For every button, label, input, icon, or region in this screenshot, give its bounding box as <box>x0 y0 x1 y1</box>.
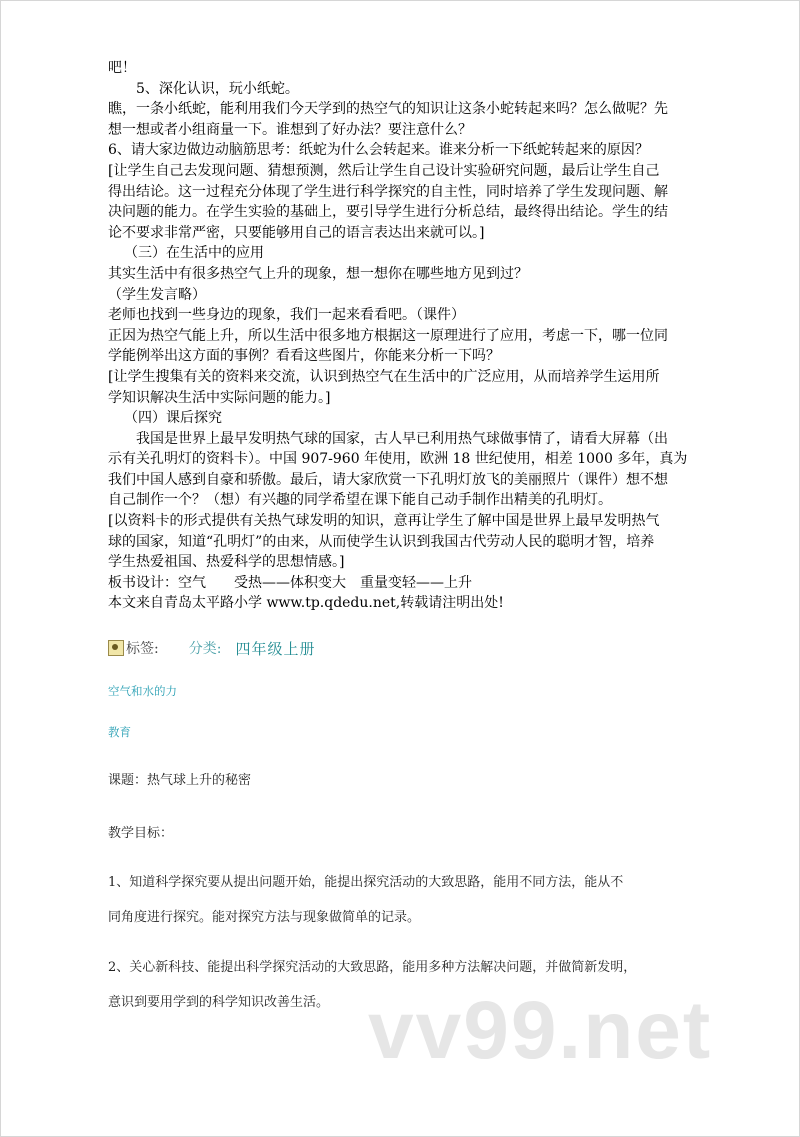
text-line: 自己制作一个？（想）有兴趣的同学希望在课下能自己动手制作出精美的孔明灯。 <box>108 492 612 509</box>
section-heading-4: （四）课后探究 <box>124 410 222 427</box>
text-line: 正因为热空气能上升，所以生活中很多地方根据这一原理进行了应用，考虑一下，哪一位同 <box>108 327 668 344</box>
text-line: 其实生活中有很多热空气上升的现象，想一想你在哪些地方见到过？ <box>108 265 528 282</box>
topic-line: 课题：热气球上升的秘密 <box>108 773 252 788</box>
section-heading-6: 6、请大家边做边动脑筋思考：纸蛇为什么会转起来。谁来分析一下纸蛇转起来的原因？ <box>108 142 649 159</box>
text-line: [让学生自己去发现问题、猜想预测，然后让学生自己设计实验研究问题，最后让学生自己 <box>108 162 660 179</box>
text-line: 得出结论。这一过程充分体现了学生进行科学探究的自主性，同时培养了学生发现问题、解 <box>108 183 668 200</box>
text-line: 我们中国人感到自豪和骄傲。最后，请大家欣赏一下孔明灯放飞的美丽照片（课件）想不想 <box>108 471 668 488</box>
text-line: 论不要求非常严密，只要能够用自己的语言表达出来就可以。] <box>108 224 485 241</box>
tag-icon <box>108 640 124 656</box>
text-line: 我国是世界上最早发明热气球的国家，古人早已利用热气球做事情了，请看大屏幕（出 <box>136 430 668 447</box>
text-line: 示有关孔明灯的资料卡）。中国 907-960 年使用，欧洲 18 世纪使用，相差 1000 多年，真为 <box>108 451 688 468</box>
text-line: （学生发言略） <box>108 286 206 303</box>
text-line: 决问题的能力。在学生实验的基础上，要引导学生进行分析总结，最终得出结论。学生的结 <box>108 204 668 221</box>
text-line: [以资料卡的形式提供有关热气球发明的知识，意再让学生了解中国是世界上最早发明热气 <box>108 513 660 530</box>
text-line: 学生热爱祖国、热爱科学的思想情感。] <box>108 554 345 571</box>
tag-link-education[interactable]: 教育 <box>108 725 131 739</box>
goal-2-line-2: 意识到要用学到的科学知识改善生活。 <box>108 995 330 1010</box>
goal-1-line-1: 1、知道科学探究要从提出问题开始，能提出探究活动的大致思路，能用不同方法，能从不 <box>108 875 624 890</box>
tag-bar <box>108 636 315 660</box>
text-line: 球的国家，知道“孔明灯”的由来，从而使学生认识到我国古代劳动人民的聪明才智，培养 <box>108 533 655 550</box>
goal-2-line-1: 2、关心新科技、能提出科学探究活动的大致思路，能用多种方法解决问题，并做简新发明， <box>108 960 637 975</box>
board-design-line: 板书设计：空气 受热——体积变大 重量变轻——上升 <box>108 574 472 591</box>
category-link[interactable]: 四年级上册 <box>235 639 316 658</box>
tag-link-air-water[interactable]: 空气和水的力 <box>108 684 177 698</box>
text-line: [让学生搜集有关的资料来交流，认识到热空气在生活中的广泛应用，从而培养学生运用所 <box>108 368 660 385</box>
section-heading-5: 5、深化认识，玩小纸蛇。 <box>136 80 299 97</box>
goals-heading: 教学目标： <box>108 826 174 841</box>
goal-1-line-2: 同角度进行探究。能对探究方法与现象做简单的记录。 <box>108 910 421 925</box>
document-body <box>108 58 688 614</box>
source-note-line: 本文来自青岛太平路小学 www.tp.qdedu.net,转载请注明出处! <box>108 595 504 612</box>
text-line: 学知识解决生活中实际问题的能力。] <box>108 389 331 406</box>
text-line: 吧！ <box>108 60 136 76</box>
text-line: 想一想或者小组商量一下。谁想到了好办法？要注意什么？ <box>108 121 472 138</box>
section-heading-3: （三）在生活中的应用 <box>124 245 264 262</box>
watermark-text: vv99.net <box>368 985 713 1076</box>
text-line: 学能例举出这方面的事例？看看这些图片，你能来分析一下吗？ <box>108 348 500 365</box>
text-line: 瞧，一条小纸蛇，能利用我们今天学到的热空气的知识让这条小蛇转起来吗？怎么做呢？先 <box>108 101 668 118</box>
tag-label: 标签: <box>126 641 159 657</box>
category-label: 分类: <box>188 641 222 657</box>
text-line: 老师也找到一些身边的现象，我们一起来看看吧。（课件） <box>108 307 465 324</box>
